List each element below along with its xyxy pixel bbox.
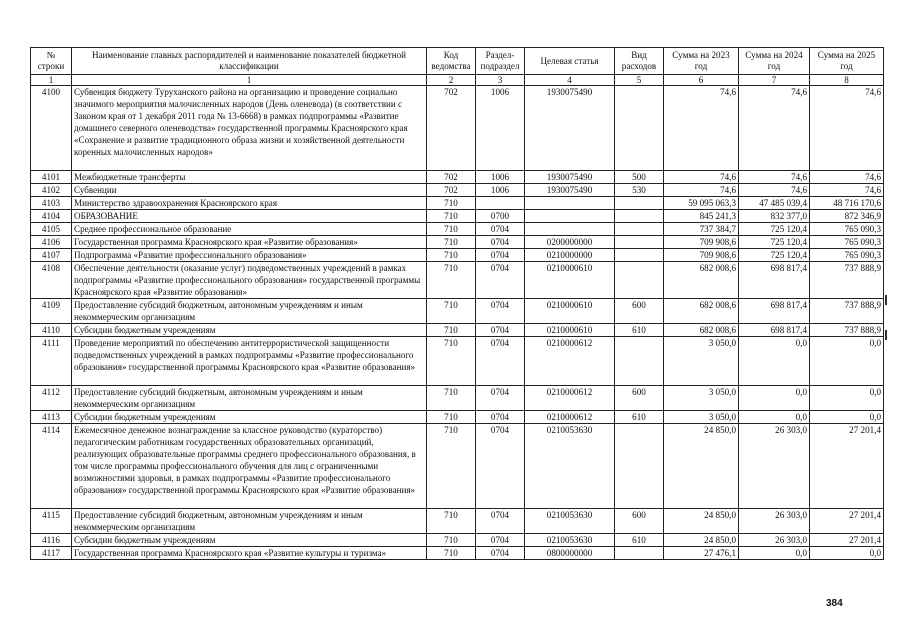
target-code: 0210000612 [525, 411, 615, 424]
target-code: 0200000000 [525, 236, 615, 249]
dept-code: 710 [427, 547, 476, 560]
section-code: 0704 [476, 236, 525, 249]
target-code: 0210053630 [525, 509, 615, 534]
dept-code: 702 [427, 171, 476, 184]
sum-2023: 845 241,3 [664, 210, 739, 223]
column-number: 4 [525, 75, 615, 86]
sum-2023: 59 095 063,3 [664, 197, 739, 210]
sum-2024: 725 120,4 [739, 249, 810, 262]
sum-2025: 737 888,9 [810, 262, 884, 299]
dept-code: 702 [427, 86, 476, 171]
table-row [31, 184, 884, 197]
dept-code: 702 [427, 184, 476, 197]
sum-2024: 0,0 [739, 411, 810, 424]
row-name: ОБРАЗОВАНИЕ [72, 210, 427, 223]
margin-mark [885, 295, 887, 305]
expense-type: 600 [615, 386, 664, 411]
row-name: Субсидии бюджетным учреждениям [72, 411, 427, 424]
sum-2025: 0,0 [810, 337, 884, 386]
dept-code: 710 [427, 386, 476, 411]
dept-code: 710 [427, 299, 476, 324]
dept-code: 710 [427, 210, 476, 223]
expense-type: 600 [615, 509, 664, 534]
row-name: Ежемесячное денежное вознаграждение за классное руководство (кураторство) педагогическим работникам государственных образовательных организаций, реализующих образовательные программы среднего профессионального образования, в том числе программы профессионального обучения для лиц с ограниченными возможностями здоровья, в рамках подпрограммы «Развитие профессионального образования» государственной программы Красноярского края «Развитие образования» [72, 424, 427, 509]
target-code: 1930075490 [525, 86, 615, 171]
sum-2025: 765 090,3 [810, 249, 884, 262]
expense-type: 500 [615, 171, 664, 184]
row-number: 4108 [31, 262, 72, 299]
header-name: Наименование главных распорядителей и наименование показателей бюджетной классификации [72, 48, 427, 75]
header-section: Раздел-подраздел [476, 48, 525, 75]
expense-type: 610 [615, 324, 664, 337]
table-row [31, 299, 884, 324]
sum-2024: 0,0 [739, 386, 810, 411]
target-code: 0210053630 [525, 534, 615, 547]
sum-2023: 24 850,0 [664, 509, 739, 534]
table-row [31, 262, 884, 299]
target-code: 0210000000 [525, 249, 615, 262]
table-row [31, 249, 884, 262]
table-header [31, 48, 884, 86]
expense-type [615, 197, 664, 210]
section-code: 1006 [476, 184, 525, 197]
row-name: Государственная программа Красноярского края «Развитие образования» [72, 236, 427, 249]
sum-2023: 682 008,6 [664, 324, 739, 337]
table-row [31, 509, 884, 534]
dept-code: 710 [427, 534, 476, 547]
table-row [31, 324, 884, 337]
dept-code: 710 [427, 236, 476, 249]
sum-2024: 26 303,0 [739, 534, 810, 547]
row-name: Субсидии бюджетным учреждениям [72, 324, 427, 337]
dept-code: 710 [427, 509, 476, 534]
table-row [31, 171, 884, 184]
section-code: 0704 [476, 386, 525, 411]
section-code: 0704 [476, 424, 525, 509]
row-number: 4101 [31, 171, 72, 184]
section-code: 0704 [476, 534, 525, 547]
row-number: 4109 [31, 299, 72, 324]
expense-type: 610 [615, 534, 664, 547]
column-number: 1 [72, 75, 427, 86]
target-code [525, 197, 615, 210]
row-number: 4110 [31, 324, 72, 337]
row-name: Государственная программа Красноярского края «Развитие культуры и туризма» [72, 547, 427, 560]
column-number: 8 [810, 75, 884, 86]
table-row [31, 236, 884, 249]
header-sum-2024: Сумма на 2024 год [739, 48, 810, 75]
margin-mark [885, 330, 887, 340]
sum-2025: 872 346,9 [810, 210, 884, 223]
sum-2025: 74,6 [810, 184, 884, 197]
section-code: 0704 [476, 299, 525, 324]
sum-2023: 682 008,6 [664, 262, 739, 299]
table-row [31, 86, 884, 171]
row-name: Предоставление субсидий бюджетным, автономным учреждениям и иным некоммерческим организациям [72, 386, 427, 411]
expense-type [615, 223, 664, 236]
target-code: 0210000612 [525, 337, 615, 386]
table-row [31, 197, 884, 210]
row-name: Субвенция бюджету Туруханского района на организацию и проведение социально значимого мероприятия малочисленных народов (День оленевода) (в соответствии с Законом края от 1 декабря 2011 года № 13-6668) в рамках подпрограммы «Развитие домашнего северного оленеводства» государственной программы Красноярского края «Сохранение и развитие традиционного образа жизни и хозяйственной деятельности коренных малочисленных народов» [72, 86, 427, 171]
sum-2025: 765 090,3 [810, 223, 884, 236]
expense-type [615, 337, 664, 386]
header-expense-type: Вид расходов [615, 48, 664, 75]
sum-2023: 737 384,7 [664, 223, 739, 236]
table-row [31, 411, 884, 424]
table-body [31, 86, 884, 560]
sum-2024: 26 303,0 [739, 424, 810, 509]
dept-code: 710 [427, 197, 476, 210]
row-number: 4112 [31, 386, 72, 411]
expense-type [615, 547, 664, 560]
section-code: 1006 [476, 86, 525, 171]
dept-code: 710 [427, 424, 476, 509]
target-code [525, 223, 615, 236]
dept-code: 710 [427, 411, 476, 424]
sum-2024: 74,6 [739, 86, 810, 171]
row-name: Обеспечение деятельности (оказание услуг) подведомственных учреждений в рамках подпрограммы «Развитие профессионального образования» государственной программы Красноярского края «Развитие образования» [72, 262, 427, 299]
expense-type [615, 249, 664, 262]
sum-2025: 74,6 [810, 86, 884, 171]
column-number: 1 [31, 75, 72, 86]
sum-2023: 3 050,0 [664, 337, 739, 386]
row-number: 4100 [31, 86, 72, 171]
section-code: 0704 [476, 337, 525, 386]
column-number: 2 [427, 75, 476, 86]
header-sum-2023: Сумма на 2023 год [664, 48, 739, 75]
sum-2024: 0,0 [739, 337, 810, 386]
sum-2025: 48 716 170,6 [810, 197, 884, 210]
table-row [31, 223, 884, 236]
sum-2023: 74,6 [664, 86, 739, 171]
section-code: 0704 [476, 223, 525, 236]
table-row [31, 534, 884, 547]
row-number: 4103 [31, 197, 72, 210]
sum-2023: 24 850,0 [664, 424, 739, 509]
sum-2025: 27 201,4 [810, 424, 884, 509]
section-code: 0704 [476, 262, 525, 299]
sum-2024: 26 303,0 [739, 509, 810, 534]
sum-2024: 725 120,4 [739, 236, 810, 249]
target-code: 0800000000 [525, 547, 615, 560]
sum-2024: 47 485 039,4 [739, 197, 810, 210]
row-number: 4111 [31, 337, 72, 386]
sum-2024: 74,6 [739, 184, 810, 197]
expense-type: 600 [615, 299, 664, 324]
row-name: Министерство здравоохранения Красноярского края [72, 197, 427, 210]
row-name: Проведение мероприятий по обеспечению антитеррористической защищенности подведомственных учреждений в рамках подпрограммы «Развитие профессионального образования» государственной программы Красноярского края «Развитие образования» [72, 337, 427, 386]
table-row [31, 337, 884, 386]
sum-2023: 3 050,0 [664, 411, 739, 424]
table-row [31, 386, 884, 411]
column-number: 5 [615, 75, 664, 86]
sum-2025: 737 888,9 [810, 299, 884, 324]
column-number: 3 [476, 75, 525, 86]
table-row [31, 424, 884, 509]
dept-code: 710 [427, 337, 476, 386]
sum-2023: 74,6 [664, 184, 739, 197]
expense-type: 610 [615, 411, 664, 424]
header-target: Целевая статья [525, 48, 615, 75]
sum-2023: 27 476,1 [664, 547, 739, 560]
header-sum-2025: Сумма на 2025 год [810, 48, 884, 75]
row-name: Субсидии бюджетным учреждениям [72, 534, 427, 547]
target-code: 0210000612 [525, 386, 615, 411]
row-number: 4106 [31, 236, 72, 249]
sum-2024: 74,6 [739, 171, 810, 184]
row-number: 4117 [31, 547, 72, 560]
sum-2025: 27 201,4 [810, 509, 884, 534]
row-name: Межбюджетные трансферты [72, 171, 427, 184]
target-code: 1930075490 [525, 184, 615, 197]
sum-2024: 698 817,4 [739, 324, 810, 337]
row-number: 4107 [31, 249, 72, 262]
page-number: 384 [826, 598, 843, 609]
expense-type [615, 86, 664, 171]
row-number: 4105 [31, 223, 72, 236]
target-code: 0210000610 [525, 299, 615, 324]
sum-2024: 0,0 [739, 547, 810, 560]
sum-2025: 74,6 [810, 171, 884, 184]
row-name: Предоставление субсидий бюджетным, автономным учреждениям и иным некоммерческим организациям [72, 509, 427, 534]
section-code: 0704 [476, 249, 525, 262]
section-code: 1006 [476, 171, 525, 184]
sum-2023: 74,6 [664, 171, 739, 184]
sum-2025: 27 201,4 [810, 534, 884, 547]
sum-2023: 682 008,6 [664, 299, 739, 324]
sum-2025: 0,0 [810, 547, 884, 560]
dept-code: 710 [427, 249, 476, 262]
row-name: Среднее профессиональное образование [72, 223, 427, 236]
budget-table [30, 47, 884, 560]
row-name: Предоставление субсидий бюджетным, автономным учреждениям и иным некоммерческим организациям [72, 299, 427, 324]
sum-2025: 0,0 [810, 386, 884, 411]
sum-2024: 698 817,4 [739, 262, 810, 299]
dept-code: 710 [427, 223, 476, 236]
expense-type [615, 210, 664, 223]
section-code: 0704 [476, 324, 525, 337]
row-name: Подпрограмма «Развитие профессионального образования» [72, 249, 427, 262]
sum-2025: 737 888,9 [810, 324, 884, 337]
sum-2024: 832 377,0 [739, 210, 810, 223]
row-number: 4115 [31, 509, 72, 534]
column-number: 7 [739, 75, 810, 86]
sum-2025: 765 090,3 [810, 236, 884, 249]
target-code: 1930075490 [525, 171, 615, 184]
sum-2024: 698 817,4 [739, 299, 810, 324]
table-row [31, 547, 884, 560]
dept-code: 710 [427, 262, 476, 299]
row-number: 4116 [31, 534, 72, 547]
section-code: 0704 [476, 411, 525, 424]
section-code: 0704 [476, 547, 525, 560]
sum-2025: 0,0 [810, 411, 884, 424]
expense-type [615, 236, 664, 249]
dept-code: 710 [427, 324, 476, 337]
column-number-row [31, 75, 884, 86]
expense-type: 530 [615, 184, 664, 197]
row-number: 4113 [31, 411, 72, 424]
header-row-no: № строки [31, 48, 72, 75]
section-code: 0700 [476, 210, 525, 223]
expense-type [615, 262, 664, 299]
target-code: 0210053630 [525, 424, 615, 509]
sum-2024: 725 120,4 [739, 223, 810, 236]
table-row [31, 210, 884, 223]
target-code [525, 210, 615, 223]
target-code: 0210000610 [525, 324, 615, 337]
row-number: 4114 [31, 424, 72, 509]
sum-2023: 24 850,0 [664, 534, 739, 547]
sum-2023: 709 908,6 [664, 249, 739, 262]
row-number: 4104 [31, 210, 72, 223]
sum-2023: 3 050,0 [664, 386, 739, 411]
sum-2023: 709 908,6 [664, 236, 739, 249]
row-name: Субвенции [72, 184, 427, 197]
row-number: 4102 [31, 184, 72, 197]
expense-type [615, 424, 664, 509]
header-dept-code: Код ведомства [427, 48, 476, 75]
section-code: 0704 [476, 509, 525, 534]
column-number: 6 [664, 75, 739, 86]
target-code: 0210000610 [525, 262, 615, 299]
section-code [476, 197, 525, 210]
